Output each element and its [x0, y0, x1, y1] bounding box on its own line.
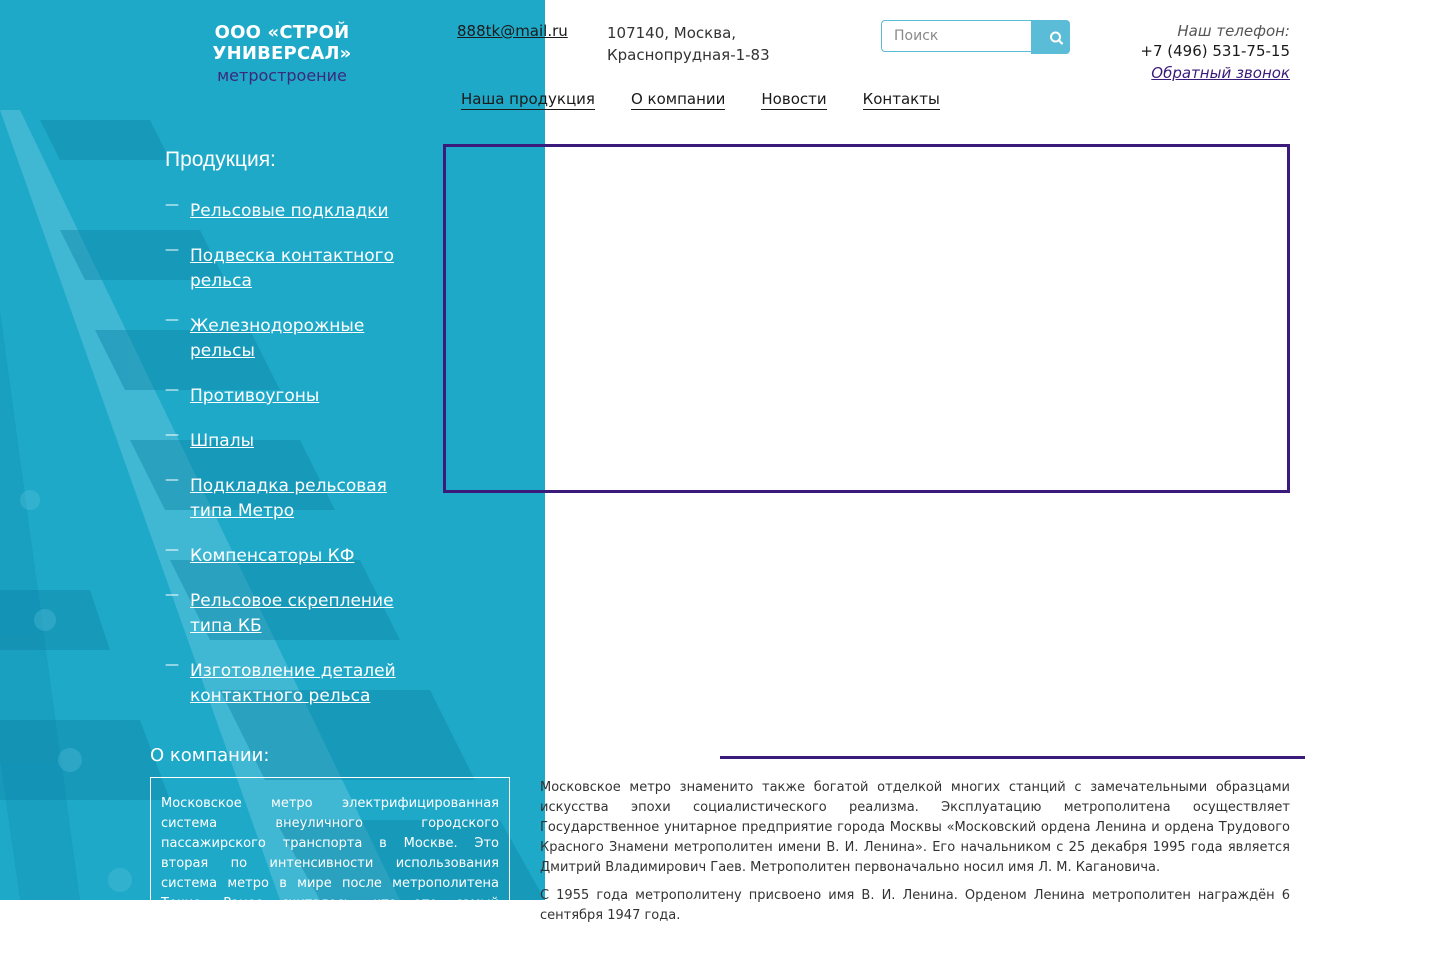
product-item: [165, 474, 405, 524]
section-divider: [720, 756, 1305, 759]
product-item: [165, 244, 405, 294]
product-item: [165, 199, 405, 224]
article-paragraph: С 1955 года метрополитену присвоено имя В. И. Ленина. Орденом Ленина метрополитен награждён 6 сентября 1947 года.: [540, 888, 1290, 923]
address-line-2: Краснопрудная-1-83: [607, 46, 770, 64]
product-link[interactable]: Изготовление деталей контактного рельса: [190, 661, 396, 706]
contact-phone: [1140, 22, 1290, 82]
dash-icon: —: [165, 542, 179, 558]
product-item: [165, 589, 405, 639]
dash-icon: —: [165, 242, 179, 258]
nav-news[interactable]: Новости: [761, 90, 827, 108]
products-heading: Продукция:: [165, 148, 276, 171]
product-link[interactable]: Противоугоны: [190, 386, 320, 406]
main-nav: [461, 90, 940, 110]
product-link[interactable]: Подкладка рельсовая типа Метро: [190, 476, 387, 521]
product-link[interactable]: Железнодорожные рельсы: [190, 316, 365, 361]
nav-about[interactable]: О компании: [630, 90, 726, 108]
product-item: [165, 659, 405, 709]
brand-title: ООО «СТРОЙ УНИВЕРСАЛ»: [212, 22, 352, 64]
article-paragraph: Московское метро знаменито также богатой отделкой многих станций с замечательными образцами искусства эпохи социалистического реализма. Эксплуатацию метрополитена осуществляет Государственное унитарное предприятие города Москвы «Московский ордена Ленина и ордена Трудового Красного Знамени метрополитен имени В. И. Ленина». Его начальником с 25 декабря 1995 года является Дмитрий Владимирович Гаев. Метрополитен первоначально носил имя Л. М. Кагановича.: [540, 780, 1290, 875]
dash-icon: —: [165, 427, 179, 443]
product-item: [165, 384, 405, 409]
address: [607, 22, 770, 66]
products-list: [165, 199, 405, 729]
dash-icon: —: [165, 312, 179, 328]
search-input[interactable]: [881, 20, 1031, 52]
product-link[interactable]: Шпалы: [190, 431, 254, 451]
dash-icon: —: [165, 587, 179, 603]
nav-contacts[interactable]: Контакты: [862, 90, 940, 108]
dash-icon: —: [165, 382, 179, 398]
search-icon: [1037, 21, 1076, 55]
product-item: [165, 544, 405, 569]
product-item: [165, 429, 405, 454]
nav-products[interactable]: Наша продукция: [461, 90, 595, 108]
address-line-1: 107140, Москва,: [607, 24, 737, 42]
product-link[interactable]: Компенсаторы КФ: [190, 546, 355, 566]
article: [540, 778, 1290, 934]
brand-subtitle: метростроение: [217, 66, 347, 85]
dash-icon: —: [165, 197, 179, 213]
about-heading: О компании:: [150, 745, 270, 766]
product-link[interactable]: Подвеска контактного рельса: [190, 246, 394, 291]
dash-icon: —: [165, 472, 179, 488]
product-item: [165, 314, 405, 364]
product-link[interactable]: Рельсовые подкладки: [190, 201, 389, 221]
search-button[interactable]: [1031, 20, 1070, 54]
product-link[interactable]: Рельсовое скрепление типа КБ: [190, 591, 394, 636]
phone-number[interactable]: +7 (496) 531-75-15: [1140, 42, 1290, 60]
brand[interactable]: [150, 22, 414, 85]
search-form: [881, 20, 1070, 54]
about-text: Московское метро электрифицированная система внеуличного городского пассажирского транспорта в Москве. Это вторая по интенсивности использования система метро в мире после метрополитена Токио. Ранее считалось, что это самый интенсивно используемый метрополитен в мире.: [150, 777, 510, 917]
phone-label: Наш телефон:: [1177, 22, 1290, 40]
dash-icon: —: [165, 657, 179, 673]
email-link[interactable]: 888tk@mail.ru: [457, 22, 568, 40]
callback-link[interactable]: Обратный звонок: [1151, 64, 1290, 82]
hero-banner: [443, 144, 1290, 493]
